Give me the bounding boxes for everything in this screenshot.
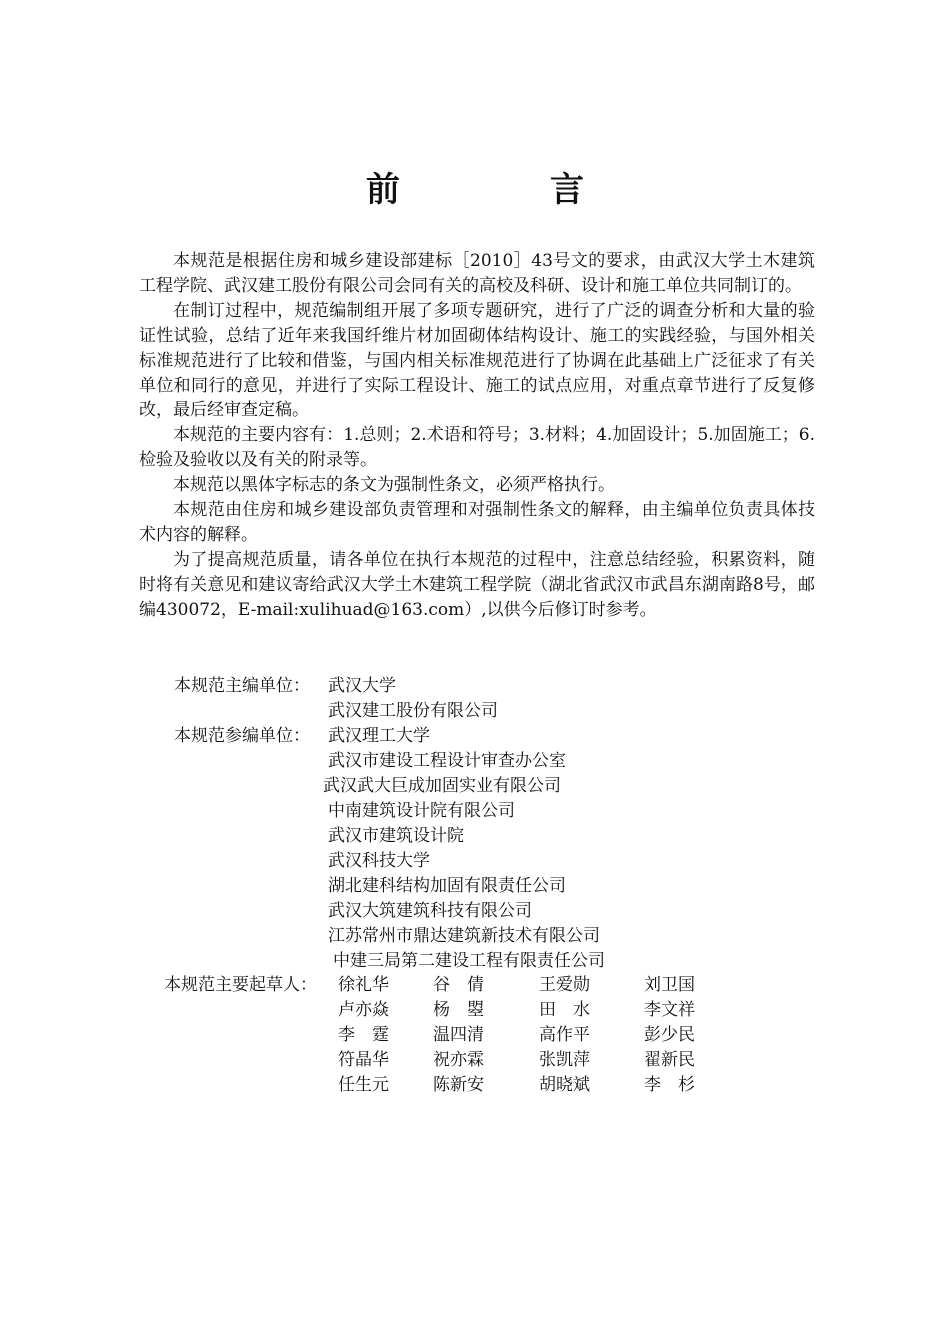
paragraph-2: 在制订过程中，规范编制组开展了多项专题研究，进行了广泛的调查分析和大量的验证性试验，总结了近年来我国纤维片材加固砌体结构设计、施工的实践经验，与国外相关标准规范进行了比较和借鉴，与国内相关标准规范进行了协调在此基础上广泛征求了有关单位和同行的意见，并进行了实际工程设计、施工的试点应用，对重点章节进行了反复修改，最后经审查定稿。 [139, 300, 815, 421]
paragraph-3: 本规范的主要内容有：1.总则；2.术语和符号；3.材料；4.加固设计；5.加固施工；6.检验及验收以及有关的附录等。 [139, 425, 815, 471]
participating-unit: 武汉理工大学 [328, 726, 430, 746]
participating-unit: 武汉大筑建筑科技有限公司 [328, 901, 532, 921]
paragraph-4: 本规范以黑体字标志的条文为强制性条文，必须严格执行。 [173, 475, 615, 496]
drafter-name: 李 霆 [338, 1025, 389, 1045]
paragraph-6: 为了提高规范质量，请各单位在执行本规范的过程中，注意总结经验，积累资料，随时将有关意见和建议寄给武汉大学土木建筑工程学院（湖北省武汉市武昌东湖南路8号，邮编430072，E-mail:xulihuad@163.com）,以供今后修订时参考。 [139, 549, 815, 620]
drafter-name: 翟新民 [644, 1050, 695, 1070]
paragraph-5: 本规范由住房和城乡建设部负责管理和对强制性条文的解释，由主编单位负责具体技术内容的解释。 [139, 500, 815, 545]
drafter-name: 符晶华 [338, 1050, 389, 1070]
participating-unit: 江苏常州市鼎达建筑新技术有限公司 [328, 926, 600, 946]
drafter-name: 徐礼华 [338, 975, 389, 995]
drafter-name: 李 杉 [644, 1075, 695, 1095]
drafter-name: 王爱勋 [539, 975, 590, 995]
paragraph-1: 本规范是根据住房和城乡建设部建标［2010］43号文的要求，由武汉大学土木建筑工程学院、武汉建工股份有限公司会同有关的高校及科研、设计和施工单位共同制订的。 [139, 251, 815, 296]
drafter-name: 田 水 [539, 1000, 590, 1020]
drafter-name: 温四清 [433, 1025, 484, 1045]
participating-unit: 中南建筑设计院有限公司 [328, 801, 515, 821]
drafter-name: 任生元 [338, 1075, 389, 1095]
drafter-name: 陈新安 [433, 1075, 484, 1095]
drafter-name: 卢亦焱 [338, 1000, 389, 1020]
drafters-label: 本规范主要起草人： [164, 975, 317, 995]
participating-unit: 武汉市建设工程设计审查办公室 [328, 751, 566, 771]
chief-unit: 武汉大学 [328, 676, 396, 696]
preface-body [139, 249, 815, 623]
participating-unit: 武汉科技大学 [328, 851, 430, 871]
drafter-name: 刘卫国 [644, 975, 695, 995]
drafter-name: 胡晓斌 [539, 1075, 590, 1095]
participating-unit: 武汉武大巨成加固实业有限公司 [323, 776, 561, 796]
participating-unit: 湖北建科结构加固有限责任公司 [328, 876, 566, 896]
chief-units-label: 本规范主编单位： [174, 676, 310, 696]
participating-unit: 中建三局第二建设工程有限责任公司 [333, 951, 605, 971]
drafter-name: 祝亦霖 [433, 1050, 484, 1070]
drafter-name: 谷 倩 [433, 975, 484, 995]
drafter-name: 彭少民 [644, 1025, 695, 1045]
drafter-name: 李文祥 [644, 1000, 695, 1020]
page-title: 前 言 [366, 170, 642, 210]
participating-unit: 武汉市建筑设计院 [328, 826, 464, 846]
drafter-name: 张凯萍 [539, 1050, 590, 1070]
drafter-name: 高作平 [539, 1025, 590, 1045]
drafter-name: 杨 曌 [433, 1000, 484, 1020]
chief-unit: 武汉建工股份有限公司 [328, 701, 498, 721]
participating-units-label: 本规范参编单位： [174, 726, 310, 746]
